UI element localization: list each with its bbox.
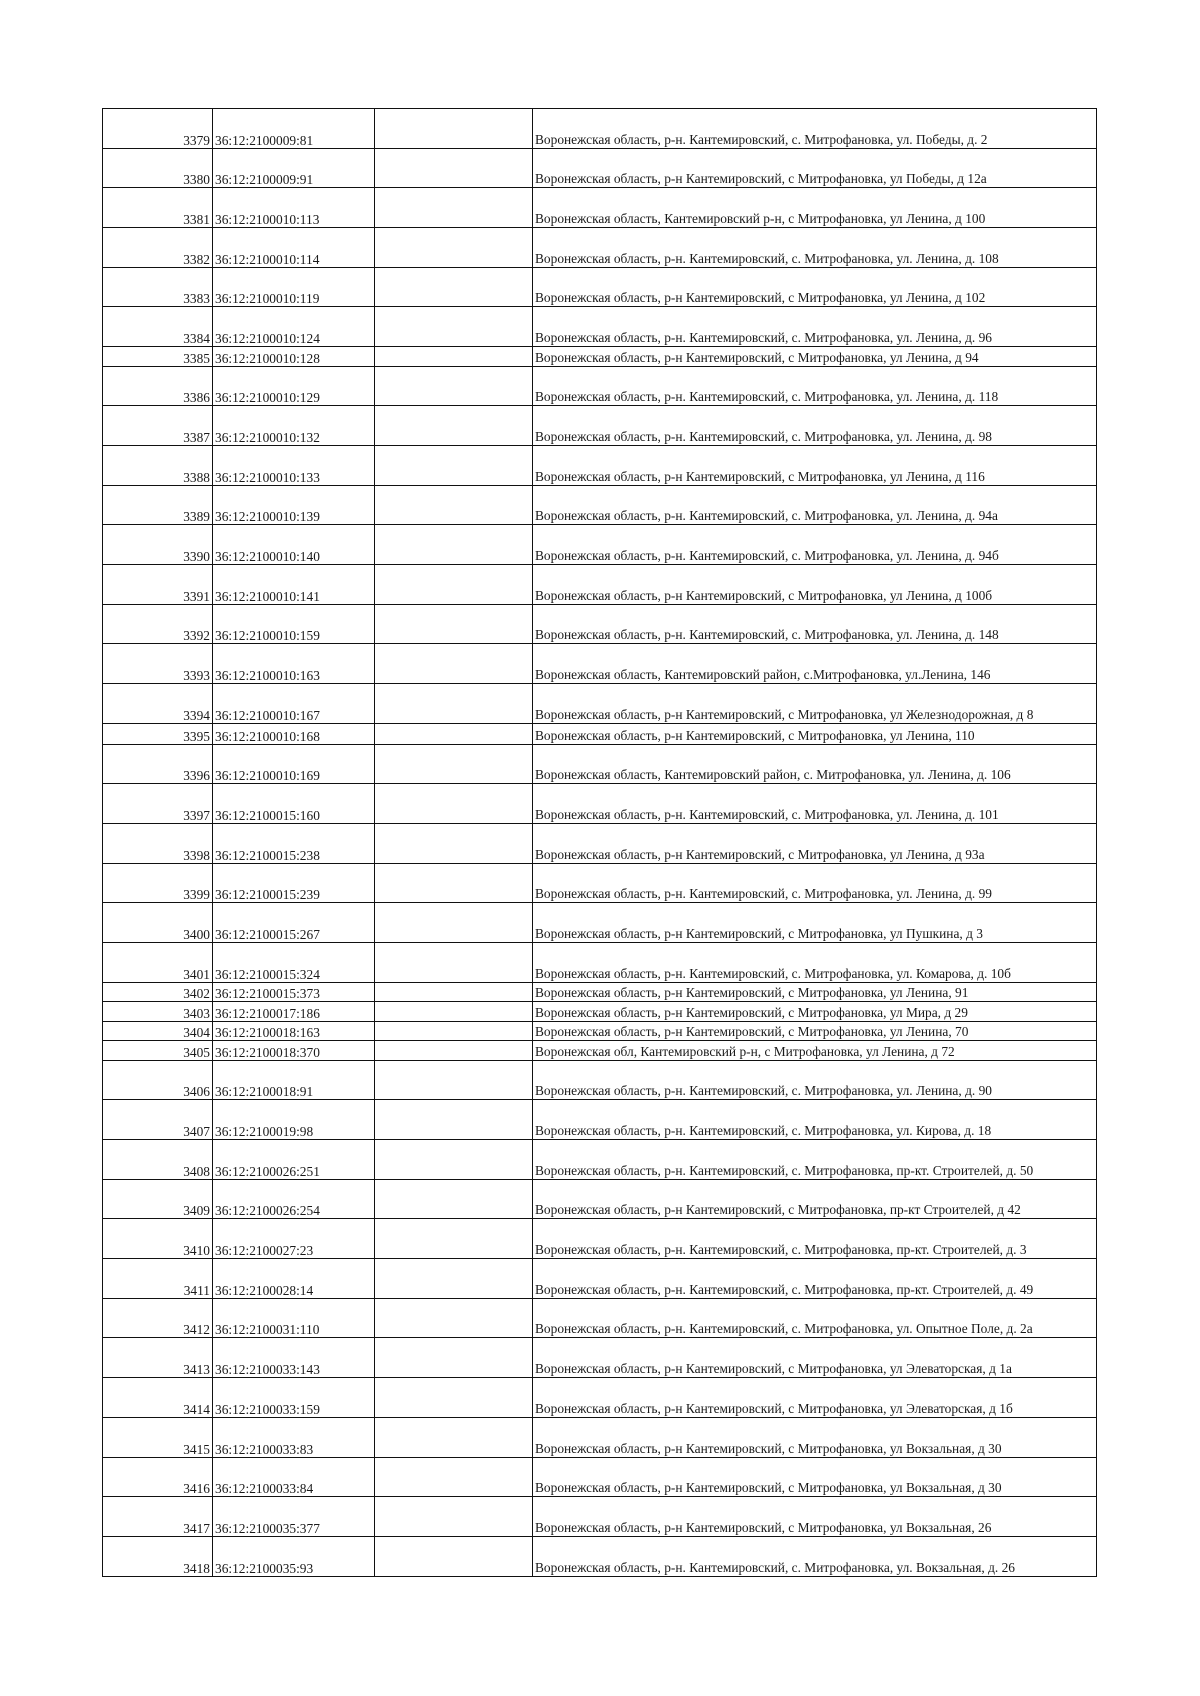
address-cell: Воронежская область, р-н. Кантемировский, с. Митрофановка, ул. Ленина, д. 99: [533, 863, 1097, 903]
address-cell: Воронежская область, р-н Кантемировский, с Митрофановка, ул Вокзальная, д 30: [533, 1457, 1097, 1497]
row-number-cell: 3394: [103, 684, 213, 724]
row-number-cell: 3383: [103, 267, 213, 307]
address-cell: Воронежская область, р-н Кантемировский, с Митрофановка, ул Элеваторская, д 1а: [533, 1338, 1097, 1378]
cadastral-number-cell: 36:12:2100010:133: [213, 446, 375, 486]
cadastral-number-cell: 36:12:2100026:251: [213, 1140, 375, 1180]
cadastral-number-cell: 36:12:2100009:91: [213, 148, 375, 188]
empty-cell: [375, 446, 533, 486]
cadastral-number-cell: 36:12:2100010:167: [213, 684, 375, 724]
cadastral-number-cell: 36:12:2100018:163: [213, 1021, 375, 1041]
table-row: [103, 1378, 1097, 1418]
address-cell: Воронежская область, р-н. Кантемировский, с. Митрофановка, ул. Ленина, д. 148: [533, 604, 1097, 644]
table-row: [103, 406, 1097, 446]
table-row: [103, 744, 1097, 784]
empty-cell: [375, 1060, 533, 1100]
row-number-cell: 3387: [103, 406, 213, 446]
row-number-cell: 3417: [103, 1497, 213, 1537]
cadastral-number-cell: 36:12:2100033:143: [213, 1338, 375, 1378]
row-number-cell: 3411: [103, 1259, 213, 1299]
address-cell: Воронежская область, Кантемировский район, с. Митрофановка, ул. Ленина, д. 106: [533, 744, 1097, 784]
empty-cell: [375, 1100, 533, 1140]
row-number-cell: 3395: [103, 723, 213, 744]
cadastral-number-cell: 36:12:2100010:163: [213, 644, 375, 684]
empty-cell: [375, 1457, 533, 1497]
table-row: [103, 525, 1097, 565]
row-number-cell: 3392: [103, 604, 213, 644]
cadastral-number-cell: 36:12:2100010:119: [213, 267, 375, 307]
row-number-cell: 3396: [103, 744, 213, 784]
row-number-cell: 3410: [103, 1219, 213, 1259]
cadastral-number-cell: 36:12:2100010:124: [213, 307, 375, 347]
row-number-cell: 3401: [103, 942, 213, 982]
cadastral-number-cell: 36:12:2100018:91: [213, 1060, 375, 1100]
table-row: [103, 903, 1097, 943]
cadastral-number-cell: 36:12:2100010:168: [213, 723, 375, 744]
address-cell: Воронежская область, р-н Кантемировский, с Митрофановка, ул Ленина, 70: [533, 1021, 1097, 1041]
address-cell: Воронежская область, р-н. Кантемировский, с. Митрофановка, ул. Ленина, д. 96: [533, 307, 1097, 347]
row-number-cell: 3384: [103, 307, 213, 347]
empty-cell: [375, 1338, 533, 1378]
cadastral-number-cell: 36:12:2100010:139: [213, 485, 375, 525]
address-cell: Воронежская область, р-н Кантемировский, с Митрофановка, пр-кт Строителей, д 42: [533, 1179, 1097, 1219]
empty-cell: [375, 1536, 533, 1576]
cadastral-number-cell: 36:12:2100033:83: [213, 1417, 375, 1457]
table-row: [103, 228, 1097, 268]
table-row: [103, 347, 1097, 367]
table-row: [103, 1219, 1097, 1259]
cadastral-number-cell: 36:12:2100031:110: [213, 1298, 375, 1338]
empty-cell: [375, 1259, 533, 1299]
row-number-cell: 3391: [103, 565, 213, 605]
row-number-cell: 3397: [103, 784, 213, 824]
cadastral-number-cell: 36:12:2100010:128: [213, 347, 375, 367]
empty-cell: [375, 148, 533, 188]
table-row: [103, 1259, 1097, 1299]
row-number-cell: 3386: [103, 366, 213, 406]
empty-cell: [375, 1378, 533, 1418]
table-row: [103, 1002, 1097, 1022]
row-number-cell: 3380: [103, 148, 213, 188]
row-number-cell: 3407: [103, 1100, 213, 1140]
empty-cell: [375, 565, 533, 605]
table-row: [103, 863, 1097, 903]
table-row: [103, 784, 1097, 824]
table-row: [103, 723, 1097, 744]
property-registry-table: [102, 108, 1097, 1577]
address-cell: Воронежская область, Кантемировский р-н, с Митрофановка, ул Ленина, д 100: [533, 188, 1097, 228]
empty-cell: [375, 109, 533, 149]
cadastral-number-cell: 36:12:2100026:254: [213, 1179, 375, 1219]
address-cell: Воронежская область, р-н Кантемировский, с Митрофановка, ул Ленина, д 94: [533, 347, 1097, 367]
empty-cell: [375, 1219, 533, 1259]
address-cell: Воронежская область, р-н Кантемировский, с Митрофановка, ул Мира, д 29: [533, 1002, 1097, 1022]
address-cell: Воронежская область, р-н. Кантемировский, с. Митрофановка, ул. Ленина, д. 94б: [533, 525, 1097, 565]
row-number-cell: 3406: [103, 1060, 213, 1100]
address-cell: Воронежская область, р-н Кантемировский, с Митрофановка, ул Пушкина, д 3: [533, 903, 1097, 943]
table-row: [103, 109, 1097, 149]
row-number-cell: 3416: [103, 1457, 213, 1497]
row-number-cell: 3414: [103, 1378, 213, 1418]
empty-cell: [375, 684, 533, 724]
row-number-cell: 3402: [103, 982, 213, 1002]
table-row: [103, 1338, 1097, 1378]
empty-cell: [375, 1179, 533, 1219]
cadastral-number-cell: 36:12:2100015:160: [213, 784, 375, 824]
table-row: [103, 644, 1097, 684]
row-number-cell: 3409: [103, 1179, 213, 1219]
cadastral-number-cell: 36:12:2100010:132: [213, 406, 375, 446]
empty-cell: [375, 1041, 533, 1061]
address-cell: Воронежская область, р-н. Кантемировский, с. Митрофановка, пр-кт. Строителей, д. 3: [533, 1219, 1097, 1259]
empty-cell: [375, 267, 533, 307]
address-cell: Воронежская область, р-н. Кантемировский, с. Митрофановка, ул. Ленина, д. 118: [533, 366, 1097, 406]
registry-table-body: [103, 109, 1097, 1577]
cadastral-number-cell: 36:12:2100017:186: [213, 1002, 375, 1022]
table-row: [103, 1140, 1097, 1180]
address-cell: Воронежская обл, Кантемировский р-н, с Митрофановка, ул Ленина, д 72: [533, 1041, 1097, 1061]
table-row: [103, 1060, 1097, 1100]
cadastral-number-cell: 36:12:2100027:23: [213, 1219, 375, 1259]
cadastral-number-cell: 36:12:2100010:129: [213, 366, 375, 406]
row-number-cell: 3413: [103, 1338, 213, 1378]
cadastral-number-cell: 36:12:2100010:140: [213, 525, 375, 565]
row-number-cell: 3412: [103, 1298, 213, 1338]
empty-cell: [375, 307, 533, 347]
row-number-cell: 3379: [103, 109, 213, 149]
empty-cell: [375, 485, 533, 525]
table-row: [103, 1497, 1097, 1537]
table-row: [103, 1298, 1097, 1338]
cadastral-number-cell: 36:12:2100033:84: [213, 1457, 375, 1497]
cadastral-number-cell: 36:12:2100018:370: [213, 1041, 375, 1061]
empty-cell: [375, 228, 533, 268]
row-number-cell: 3418: [103, 1536, 213, 1576]
cadastral-number-cell: 36:12:2100019:98: [213, 1100, 375, 1140]
table-row: [103, 1021, 1097, 1041]
cadastral-number-cell: 36:12:2100010:114: [213, 228, 375, 268]
cadastral-number-cell: 36:12:2100010:141: [213, 565, 375, 605]
empty-cell: [375, 1417, 533, 1457]
address-cell: Воронежская область, р-н Кантемировский, с Митрофановка, ул Ленина, д 93а: [533, 823, 1097, 863]
row-number-cell: 3399: [103, 863, 213, 903]
cadastral-number-cell: 36:12:2100015:373: [213, 982, 375, 1002]
cadastral-number-cell: 36:12:2100015:239: [213, 863, 375, 903]
table-row: [103, 1457, 1097, 1497]
row-number-cell: 3408: [103, 1140, 213, 1180]
address-cell: Воронежская область, р-н. Кантемировский, с. Митрофановка, ул. Ленина, д. 98: [533, 406, 1097, 446]
address-cell: Воронежская область, р-н. Кантемировский, с. Митрофановка, ул. Ленина, д. 90: [533, 1060, 1097, 1100]
table-row: [103, 307, 1097, 347]
row-number-cell: 3385: [103, 347, 213, 367]
row-number-cell: 3405: [103, 1041, 213, 1061]
empty-cell: [375, 188, 533, 228]
address-cell: Воронежская область, р-н. Кантемировский, с. Митрофановка, ул. Комарова, д. 10б: [533, 942, 1097, 982]
empty-cell: [375, 903, 533, 943]
address-cell: Воронежская область, р-н. Кантемировский, с. Митрофановка, пр-кт. Строителей, д. 50: [533, 1140, 1097, 1180]
table-row: [103, 942, 1097, 982]
cadastral-number-cell: 36:12:2100009:81: [213, 109, 375, 149]
address-cell: Воронежская область, р-н. Кантемировский, с. Митрофановка, ул. Кирова, д. 18: [533, 1100, 1097, 1140]
address-cell: Воронежская область, р-н. Кантемировский, с. Митрофановка, ул. Вокзальная, д. 26: [533, 1536, 1097, 1576]
row-number-cell: 3389: [103, 485, 213, 525]
table-row: [103, 485, 1097, 525]
row-number-cell: 3403: [103, 1002, 213, 1022]
empty-cell: [375, 1140, 533, 1180]
empty-cell: [375, 723, 533, 744]
address-cell: Воронежская область, р-н Кантемировский, с Митрофановка, ул Ленина, д 102: [533, 267, 1097, 307]
empty-cell: [375, 525, 533, 565]
address-cell: Воронежская область, р-н Кантемировский, с Митрофановка, ул Вокзальная, д 30: [533, 1417, 1097, 1457]
address-cell: Воронежская область, р-н Кантемировский, с Митрофановка, ул Ленина, д 116: [533, 446, 1097, 486]
cadastral-number-cell: 36:12:2100010:159: [213, 604, 375, 644]
cadastral-number-cell: 36:12:2100028:14: [213, 1259, 375, 1299]
row-number-cell: 3398: [103, 823, 213, 863]
cadastral-number-cell: 36:12:2100033:159: [213, 1378, 375, 1418]
empty-cell: [375, 406, 533, 446]
table-row: [103, 1417, 1097, 1457]
table-row: [103, 148, 1097, 188]
empty-cell: [375, 644, 533, 684]
table-row: [103, 565, 1097, 605]
cadastral-number-cell: 36:12:2100015:238: [213, 823, 375, 863]
empty-cell: [375, 942, 533, 982]
address-cell: Воронежская область, р-н. Кантемировский, с. Митрофановка, ул. Опытное Поле, д. 2а: [533, 1298, 1097, 1338]
table-row: [103, 1041, 1097, 1061]
empty-cell: [375, 1298, 533, 1338]
table-row: [103, 1536, 1097, 1576]
cadastral-number-cell: 36:12:2100035:93: [213, 1536, 375, 1576]
empty-cell: [375, 784, 533, 824]
address-cell: Воронежская область, р-н. Кантемировский, с. Митрофановка, ул. Победы, д. 2: [533, 109, 1097, 149]
empty-cell: [375, 1497, 533, 1537]
empty-cell: [375, 744, 533, 784]
row-number-cell: 3382: [103, 228, 213, 268]
row-number-cell: 3404: [103, 1021, 213, 1041]
empty-cell: [375, 823, 533, 863]
cadastral-number-cell: 36:12:2100015:324: [213, 942, 375, 982]
row-number-cell: 3381: [103, 188, 213, 228]
address-cell: Воронежская область, р-н Кантемировский, с Митрофановка, ул Победы, д 12а: [533, 148, 1097, 188]
address-cell: Воронежская область, р-н Кантемировский, с Митрофановка, ул Вокзальная, 26: [533, 1497, 1097, 1537]
address-cell: Воронежская область, р-н Кантемировский, с Митрофановка, ул Ленина, 91: [533, 982, 1097, 1002]
table-row: [103, 267, 1097, 307]
cadastral-number-cell: 36:12:2100035:377: [213, 1497, 375, 1537]
address-cell: Воронежская область, Кантемировский район, с.Митрофановка, ул.Ленина, 146: [533, 644, 1097, 684]
cadastral-number-cell: 36:12:2100015:267: [213, 903, 375, 943]
empty-cell: [375, 347, 533, 367]
empty-cell: [375, 1002, 533, 1022]
address-cell: Воронежская область, р-н. Кантемировский, с. Митрофановка, ул. Ленина, д. 108: [533, 228, 1097, 268]
table-row: [103, 982, 1097, 1002]
empty-cell: [375, 604, 533, 644]
row-number-cell: 3390: [103, 525, 213, 565]
address-cell: Воронежская область, р-н Кантемировский, с Митрофановка, ул Элеваторская, д 1б: [533, 1378, 1097, 1418]
empty-cell: [375, 1021, 533, 1041]
address-cell: Воронежская область, р-н Кантемировский, с Митрофановка, ул Ленина, 110: [533, 723, 1097, 744]
cadastral-number-cell: 36:12:2100010:113: [213, 188, 375, 228]
table-row: [103, 684, 1097, 724]
row-number-cell: 3388: [103, 446, 213, 486]
address-cell: Воронежская область, р-н. Кантемировский, с. Митрофановка, ул. Ленина, д. 101: [533, 784, 1097, 824]
table-row: [103, 604, 1097, 644]
row-number-cell: 3415: [103, 1417, 213, 1457]
row-number-cell: 3400: [103, 903, 213, 943]
table-row: [103, 366, 1097, 406]
table-row: [103, 446, 1097, 486]
table-row: [103, 1179, 1097, 1219]
address-cell: Воронежская область, р-н. Кантемировский, с. Митрофановка, ул. Ленина, д. 94а: [533, 485, 1097, 525]
table-row: [103, 1100, 1097, 1140]
empty-cell: [375, 366, 533, 406]
cadastral-number-cell: 36:12:2100010:169: [213, 744, 375, 784]
empty-cell: [375, 863, 533, 903]
address-cell: Воронежская область, р-н Кантемировский, с Митрофановка, ул Железнодорожная, д 8: [533, 684, 1097, 724]
table-row: [103, 823, 1097, 863]
address-cell: Воронежская область, р-н. Кантемировский, с. Митрофановка, пр-кт. Строителей, д. 49: [533, 1259, 1097, 1299]
row-number-cell: 3393: [103, 644, 213, 684]
empty-cell: [375, 982, 533, 1002]
table-row: [103, 188, 1097, 228]
address-cell: Воронежская область, р-н Кантемировский, с Митрофановка, ул Ленина, д 100б: [533, 565, 1097, 605]
